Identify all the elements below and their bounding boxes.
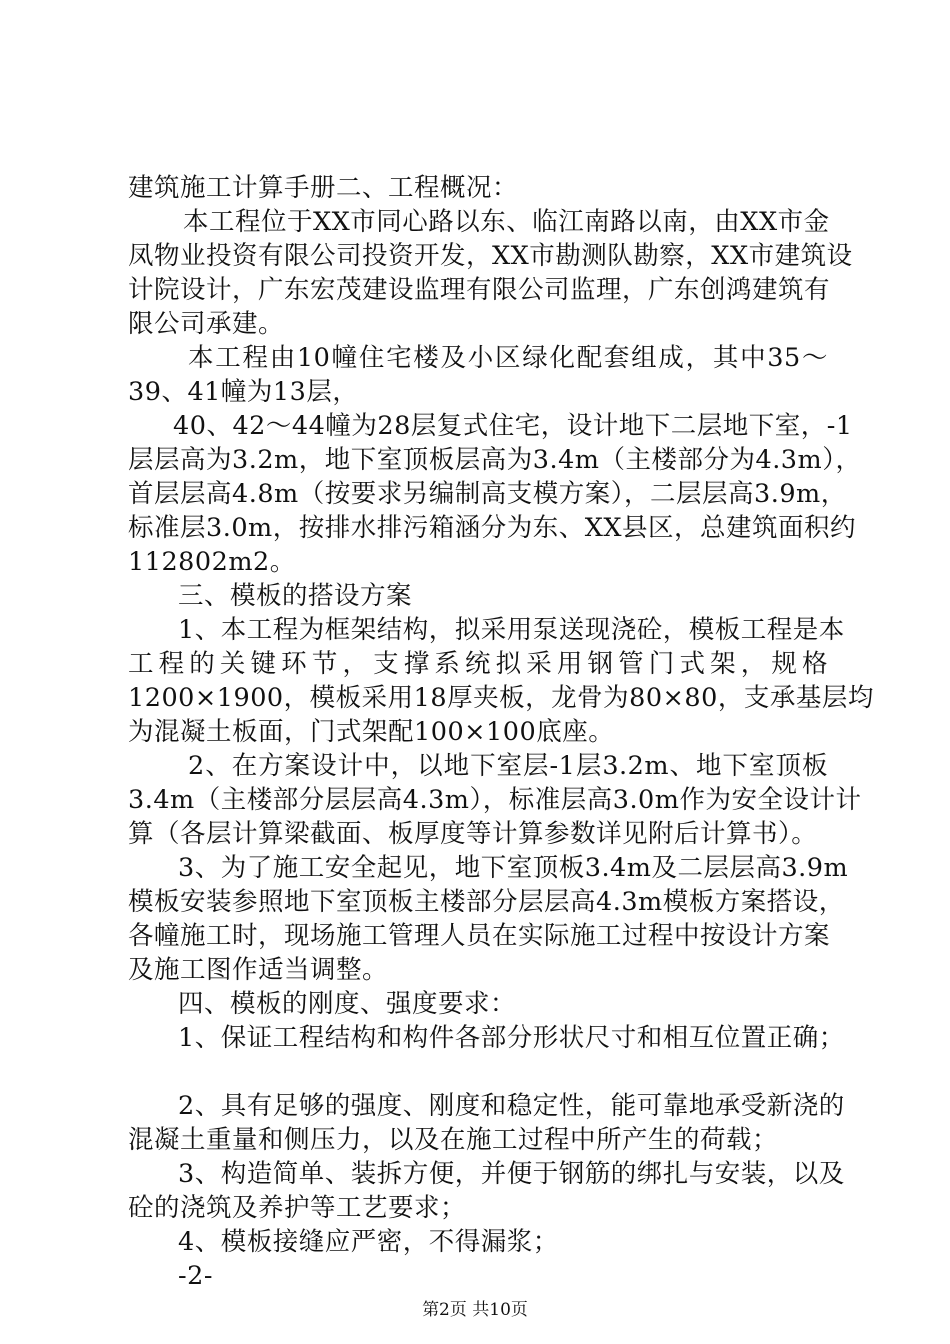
text-line: 各幢施工时，现场施工管理人员在实际施工过程中按设计方案 [128,921,831,951]
text-line: 1、保证工程结构和构件各部分形状尺寸和相互位置正确； [178,1023,845,1053]
section-heading: 三、模板的搭设方案 [178,581,413,611]
page-footer: 第2页 共10页 [422,1300,528,1320]
text-line: 计院设计，广东宏茂建设监理有限公司监理，广东创鸿建筑有 [128,275,831,305]
text-line: 本工程由10幢住宅楼及小区绿化配套组成，其中35～ [188,343,828,373]
text-line: 2、在方案设计中，以地下室层-1层3.2m、地下室顶板 [188,751,828,781]
text-line: 3、构造简单、装拆方便，并便于钢筋的绑扎与安装，以及 [178,1159,845,1189]
text-line: 1、本工程为框架结构，拟采用泵送现浇砼，模板工程是本 [178,615,845,645]
text-line: 层层高为3.2m，地下室顶板层高为3.4m（主楼部分为4.3m）， [128,445,862,475]
text-line: 限公司承建。 [128,309,285,339]
text-line: 模板安装参照地下室顶板主楼部分层层高4.3m模板方案搭设， [128,887,845,917]
text-line: 为混凝土板面，门式架配100×100底座。 [128,717,615,747]
text-line: 建筑施工计算手册二、工程概况： [128,173,519,203]
text-line: 工程的关键环节，支撑系统拟采用钢管门式架，规格 [128,649,828,679]
text-line: 3.4m（主楼部分层层高4.3m），标准层高3.0m作为安全设计计 [128,785,862,815]
text-line: 首层层高4.8m（按要求另编制高支模方案），二层层高3.9m， [128,479,847,509]
page-marker: -2- [178,1261,213,1291]
text-line: 凤物业投资有限公司投资开发，XX市勘测队勘察，XX市建筑设 [128,241,853,271]
section-heading: 四、模板的刚度、强度要求： [178,989,517,1019]
text-line: 39、41幢为13层， [128,377,359,407]
text-line: 40、42～44幢为28层复式住宅，设计地下二层地下室，-1 [173,411,853,441]
text-line: 砼的浇筑及养护等工艺要求； [128,1193,467,1223]
text-line: 112802m2。 [128,547,296,577]
text-line: 1200×1900，模板采用18厚夹板，龙骨为80×80，支承基层均 [128,683,874,713]
text-line: 算（各层计算梁截面、板厚度等计算参数详见附后计算书）。 [128,819,818,849]
text-line: 4、模板接缝应严密，不得漏浆； [178,1227,559,1257]
text-line: 混凝土重量和侧压力，以及在施工过程中所产生的荷载； [128,1125,779,1155]
text-line: 本工程位于XX市同心路以东、临江南路以南，由XX市金 [183,207,830,237]
text-line: 及施工图作适当调整。 [128,955,389,985]
text-line: 标准层3.0m，按排水排污箱涵分为东、XX县区，总建筑面积约 [128,513,857,543]
text-line: 2、具有足够的强度、刚度和稳定性，能可靠地承受新浇的 [178,1091,845,1121]
text-line: 3、为了施工安全起见，地下室顶板3.4m及二层层高3.9m [178,853,849,883]
